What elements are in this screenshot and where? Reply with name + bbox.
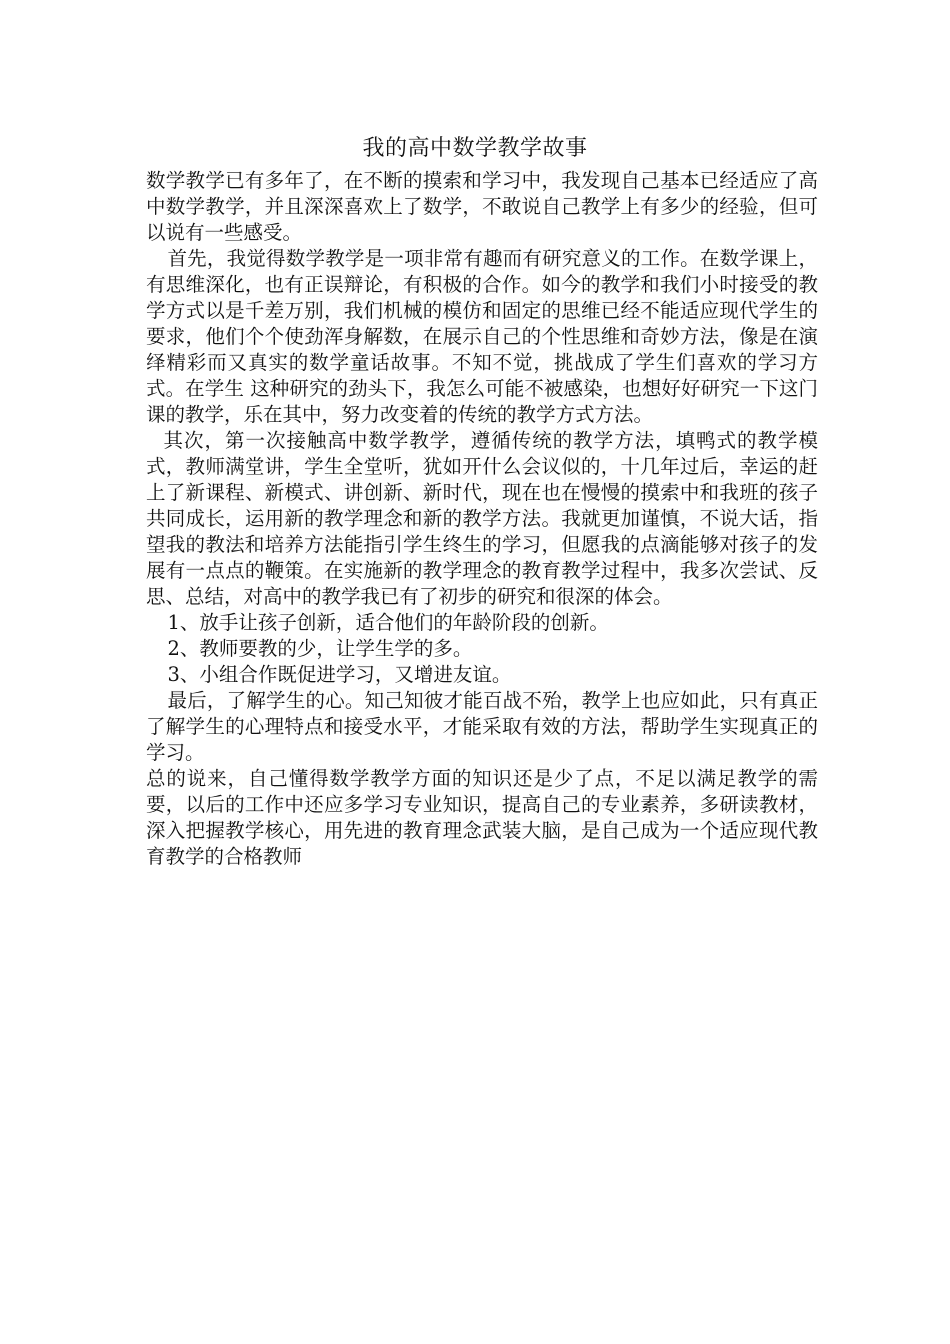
paragraph-first-point: 首先，我觉得数学教学是一项非常有趣而有研究意义的工作。在数学课上，有思维深化，也有正误辩论，有积极的合作。如今的教学和我们小时接受的教学方式以是千差万别，我们机械的模仿和固定的思维已经不能适应现代学生的要求，他们个个使劲浑身解数，在展示自己的个性思维和奇妙方法，像是在演绎精彩而又真实的数学童话故事。不知不觉，挑战成了学生们喜欢的学习方式。在学生 这种研究的劲头下，我怎么可能不被感染，也想好好研究一下这门课的教学，乐在其中，努力改变着的传统的教学方式方法。 (146, 247, 818, 426)
list-item: 1、放手让孩子创新，适合他们的年龄阶段的创新。 (167, 611, 609, 634)
document-body (146, 168, 818, 870)
paragraph-conclusion: 总的说来，自己懂得数学教学方面的知识还是少了点，不足以满足教学的需要，以后的工作中还应多学习专业知识，提高自己的专业素养，多研读教材，深入把握教学核心，用先进的教育理念武装大脑，是自己成为一个适应现代教育教学的合格教师 (146, 767, 818, 868)
list-item: 3、小组合作既促进学习，又增进友谊。 (167, 663, 512, 686)
paragraph-intro: 数学教学已有多年了，在不断的摸索和学习中，我发现自己基本已经适应了高中数学教学，并且深深喜欢上了数学，不敢说自己教学上有多少的经验，但可以说有一些感受。 (146, 169, 818, 244)
paragraph-last-point: 最后，了解学生的心。知己知彼才能百战不殆，教学上也应如此，只有真正了解学生的心理特点和接受水平，才能采取有效的方法，帮助学生实现真正的学习。 (146, 689, 818, 764)
paragraph-second-point: 其次，第一次接触高中数学教学，遵循传统的教学方法，填鸭式的教学模式，教师满堂讲，学生全堂听，犹如开什么会议似的，十几年过后，幸运的赶上了新课程、新模式、讲创新、新时代，现在也在慢慢的摸索中和我班的孩子共同成长，运用新的教学理念和新的教学方法。我就更加谨慎，不说大话，指望我的教法和培养方法能指引学生终生的学习，但愿我的点滴能够对孩子的发展有一点点的鞭策。在实施新的教学理念的教育教学过程中，我多次尝试、反思、总结，对高中的教学我已有了初步的研究和很深的体会。 (146, 429, 818, 608)
list-item: 2、教师要教的少，让学生学的多。 (167, 637, 473, 660)
page-title: 我的高中数学教学故事 (362, 136, 588, 161)
